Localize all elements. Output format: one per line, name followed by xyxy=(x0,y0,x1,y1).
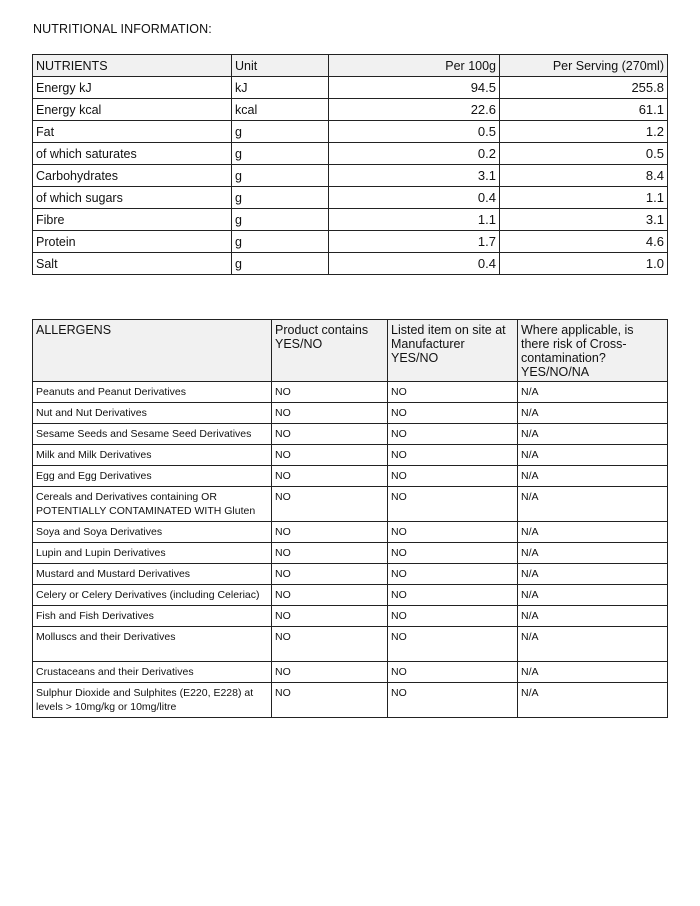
table-row xyxy=(33,253,668,275)
on-site-value: NO xyxy=(388,683,518,718)
contains-value: NO xyxy=(272,683,388,718)
table-row xyxy=(33,585,668,606)
contains-value: NO xyxy=(272,543,388,564)
table-row xyxy=(33,424,668,445)
nutrient-unit: g xyxy=(232,121,329,143)
contains-value: NO xyxy=(272,564,388,585)
table-row xyxy=(33,543,668,564)
per-100g-value: 0.2 xyxy=(329,143,500,165)
contains-value: NO xyxy=(272,445,388,466)
page-title: NUTRITIONAL INFORMATION: xyxy=(33,22,212,36)
table-row xyxy=(33,165,668,187)
contains-value: NO xyxy=(272,522,388,543)
table-row xyxy=(33,606,668,627)
table-row xyxy=(33,209,668,231)
table-row xyxy=(33,231,668,253)
nutrient-name: Fat xyxy=(33,121,232,143)
cross-contamination-value: N/A xyxy=(518,522,668,543)
nutrient-name: Protein xyxy=(33,231,232,253)
table-row xyxy=(33,522,668,543)
contains-value: NO xyxy=(272,627,388,662)
cross-contamination-value: N/A xyxy=(518,543,668,564)
nutrient-unit: g xyxy=(232,143,329,165)
on-site-value: NO xyxy=(388,487,518,522)
per-serving-value: 8.4 xyxy=(500,165,668,187)
table-row xyxy=(33,627,668,662)
table-row xyxy=(33,121,668,143)
cross-contamination-column-header: Where applicable, is there risk of Cross-contamination? YES/NO/NA xyxy=(518,320,668,382)
on-site-value: NO xyxy=(388,606,518,627)
cross-contamination-value: N/A xyxy=(518,403,668,424)
cross-contamination-value: N/A xyxy=(518,424,668,445)
on-site-value: NO xyxy=(388,382,518,403)
nutrient-column-header: NUTRIENTS xyxy=(33,55,232,77)
cross-contamination-value: N/A xyxy=(518,606,668,627)
nutrient-unit: kJ xyxy=(232,77,329,99)
allergen-name: Sesame Seeds and Sesame Seed Derivatives xyxy=(33,424,272,445)
nutrient-name: Salt xyxy=(33,253,232,275)
cross-contamination-value: N/A xyxy=(518,683,668,718)
table-row xyxy=(33,662,668,683)
table-row xyxy=(33,487,668,522)
table-row xyxy=(33,564,668,585)
nutrient-unit: g xyxy=(232,231,329,253)
nutrition-table xyxy=(32,54,668,275)
per-serving-column-header: Per Serving (270ml) xyxy=(500,55,668,77)
allergen-name: Fish and Fish Derivatives xyxy=(33,606,272,627)
allergen-name: Soya and Soya Derivatives xyxy=(33,522,272,543)
cross-contamination-value: N/A xyxy=(518,466,668,487)
contains-value: NO xyxy=(272,606,388,627)
per-serving-value: 1.2 xyxy=(500,121,668,143)
allergen-name: Milk and Milk Derivatives xyxy=(33,445,272,466)
per-100g-value: 94.5 xyxy=(329,77,500,99)
table-row xyxy=(33,187,668,209)
per-100g-value: 0.4 xyxy=(329,253,500,275)
cross-contamination-value: N/A xyxy=(518,487,668,522)
per-100g-value: 0.5 xyxy=(329,121,500,143)
cross-contamination-value: N/A xyxy=(518,585,668,606)
on-site-value: NO xyxy=(388,662,518,683)
cross-contamination-value: N/A xyxy=(518,564,668,585)
nutrient-unit: g xyxy=(232,253,329,275)
per-100g-value: 1.7 xyxy=(329,231,500,253)
per-serving-value: 3.1 xyxy=(500,209,668,231)
allergen-name: Crustaceans and their Derivatives xyxy=(33,662,272,683)
contains-value: NO xyxy=(272,662,388,683)
table-row xyxy=(33,382,668,403)
on-site-value: NO xyxy=(388,403,518,424)
allergens-header-row xyxy=(33,320,668,382)
per-serving-value: 61.1 xyxy=(500,99,668,121)
on-site-value: NO xyxy=(388,466,518,487)
per-serving-value: 0.5 xyxy=(500,143,668,165)
table-row xyxy=(33,466,668,487)
allergen-name: Mustard and Mustard Derivatives xyxy=(33,564,272,585)
nutrition-header-row xyxy=(33,55,668,77)
cross-contamination-value: N/A xyxy=(518,627,668,662)
per-100g-value: 22.6 xyxy=(329,99,500,121)
contains-value: NO xyxy=(272,585,388,606)
allergens-table xyxy=(32,319,668,718)
per-serving-value: 255.8 xyxy=(500,77,668,99)
allergen-column-header: ALLERGENS xyxy=(33,320,272,382)
allergen-name: Sulphur Dioxide and Sulphites (E220, E228) at levels > 10mg/kg or 10mg/litre xyxy=(33,683,272,718)
cross-contamination-value: N/A xyxy=(518,382,668,403)
per-100g-value: 3.1 xyxy=(329,165,500,187)
contains-value: NO xyxy=(272,487,388,522)
unit-column-header: Unit xyxy=(232,55,329,77)
nutrient-unit: kcal xyxy=(232,99,329,121)
on-site-value: NO xyxy=(388,424,518,445)
allergen-name: Celery or Celery Derivatives (including Celeriac) xyxy=(33,585,272,606)
on-site-value: NO xyxy=(388,585,518,606)
on-site-value: NO xyxy=(388,627,518,662)
allergen-name: Cereals and Derivatives containing OR POTENTIALLY CONTAMINATED WITH Gluten xyxy=(33,487,272,522)
nutrient-name: Carbohydrates xyxy=(33,165,232,187)
nutrient-unit: g xyxy=(232,209,329,231)
table-row xyxy=(33,683,668,718)
nutrient-name: Energy kcal xyxy=(33,99,232,121)
allergen-name: Molluscs and their Derivatives xyxy=(33,627,272,662)
nutrient-name: Fibre xyxy=(33,209,232,231)
per-100g-value: 1.1 xyxy=(329,209,500,231)
nutrient-unit: g xyxy=(232,187,329,209)
per-serving-value: 4.6 xyxy=(500,231,668,253)
per-100g-value: 0.4 xyxy=(329,187,500,209)
on-site-value: NO xyxy=(388,522,518,543)
per-serving-value: 1.0 xyxy=(500,253,668,275)
per-100g-column-header: Per 100g xyxy=(329,55,500,77)
allergen-name: Lupin and Lupin Derivatives xyxy=(33,543,272,564)
nutrient-name: Energy kJ xyxy=(33,77,232,99)
nutrient-unit: g xyxy=(232,165,329,187)
cross-contamination-value: N/A xyxy=(518,662,668,683)
allergen-name: Egg and Egg Derivatives xyxy=(33,466,272,487)
contains-value: NO xyxy=(272,424,388,445)
contains-value: NO xyxy=(272,403,388,424)
on-site-value: NO xyxy=(388,543,518,564)
per-serving-value: 1.1 xyxy=(500,187,668,209)
table-row xyxy=(33,77,668,99)
table-row xyxy=(33,445,668,466)
contains-value: NO xyxy=(272,466,388,487)
contains-value: NO xyxy=(272,382,388,403)
on-site-value: NO xyxy=(388,445,518,466)
on-site-column-header: Listed item on site at Manufacturer YES/NO xyxy=(388,320,518,382)
allergen-name: Nut and Nut Derivatives xyxy=(33,403,272,424)
contains-column-header: Product contains YES/NO xyxy=(272,320,388,382)
allergen-name: Peanuts and Peanut Derivatives xyxy=(33,382,272,403)
cross-contamination-value: N/A xyxy=(518,445,668,466)
table-row xyxy=(33,143,668,165)
table-row xyxy=(33,99,668,121)
on-site-value: NO xyxy=(388,564,518,585)
table-row xyxy=(33,403,668,424)
nutrient-name: of which saturates xyxy=(33,143,232,165)
nutrient-name: of which sugars xyxy=(33,187,232,209)
